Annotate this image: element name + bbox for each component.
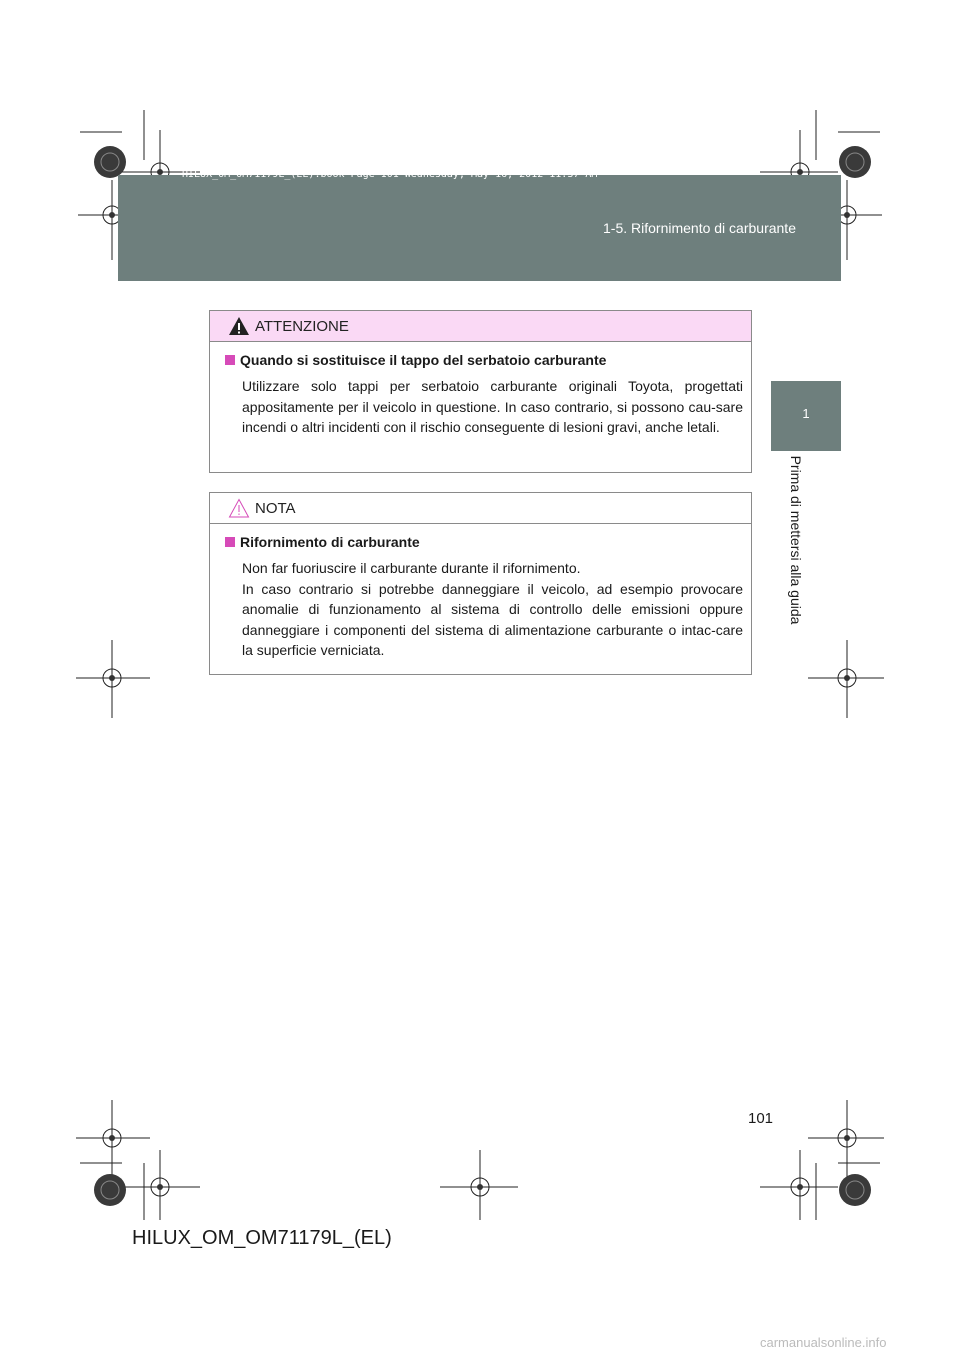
chapter-tab <box>771 381 841 451</box>
warning-box-header <box>210 311 751 342</box>
chapter-label: Prima di mettersi alla guida <box>788 455 804 625</box>
note-text: In caso contrario si potrebbe danneggiare il veicolo, ad esempio provocare anomalie di funzionamento al sistema di controllo delle emissioni oppure danneggiare i componenti del sistema di alimentazione carburante o intac-care la superficie verniciata. <box>242 580 743 658</box>
warning-item-title <box>225 352 743 368</box>
note-box <box>209 492 752 675</box>
note-item-title-text: Rifornimento di carburante <box>240 534 420 550</box>
page-number: 101 <box>748 1110 774 1127</box>
note-item-title <box>225 534 743 550</box>
note-line1: Non far fuoriuscire il carburante durante il rifornimento. <box>242 560 581 576</box>
document-code: HILUX_OM_OM71179L_(EL) <box>132 1227 392 1249</box>
warning-text: Utilizzare solo tappi per serbatoio carburante originali Toyota, progettati appositamente per il veicolo in questione. In caso contrario, si possono cau-sare incendi o altri incidenti con il rischio conseguente di lesioni gravi, anche letali. <box>242 378 743 435</box>
watermark: carmanualsonline.info <box>760 1335 887 1350</box>
chapter-number: 1 <box>802 406 810 421</box>
warning-triangle-icon <box>228 316 250 336</box>
book-metadata: HILUX_OM_OM71179L_(EL).book Page 101 Wednesday, May 16, 2012 11:37 AM <box>182 169 598 180</box>
warning-box <box>209 310 752 473</box>
caution-triangle-icon <box>228 498 250 518</box>
square-bullet-icon <box>225 537 235 547</box>
section-title: 1-5. Rifornimento di carburante <box>603 220 796 236</box>
note-box-header <box>210 493 751 524</box>
warning-label: ATTENZIONE <box>255 318 349 335</box>
square-bullet-icon <box>225 355 235 365</box>
note-label: NOTA <box>255 500 296 517</box>
warning-item-title-text: Quando si sostituisce il tappo del serbatoio carburante <box>240 352 607 368</box>
